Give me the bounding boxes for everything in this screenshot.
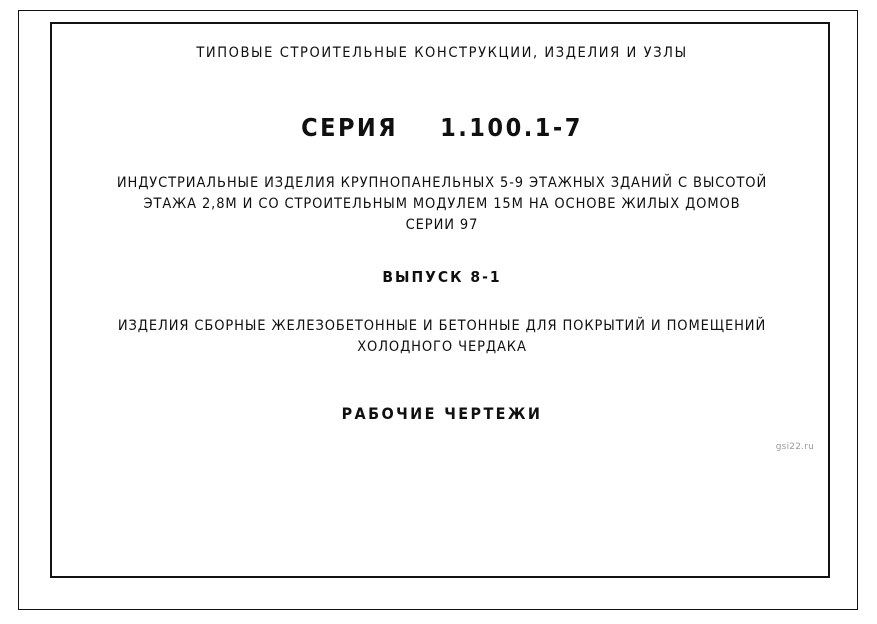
issue-number: ВЫПУСК 8-1	[382, 268, 502, 287]
description-line-3: СЕРИИ 97	[405, 217, 479, 234]
description-line-1: ИНДУСТРИАЛЬНЫЕ ИЗДЕЛИЯ КРУПНОПАНЕЛЬНЫХ 5-9 ЭТАЖНЫХ ЗДАНИЙ С ВЫСОТОЙ	[116, 175, 768, 192]
title-block-border	[50, 22, 830, 578]
subject-line-1: ИЗДЕЛИЯ СБОРНЫЕ ЖЕЛЕЗОБЕТОННЫЕ И БЕТОННЫЕ ДЛЯ ПОКРЫТИЙ И ПОМЕЩЕНИЙ	[117, 317, 767, 334]
description-line-2: ЭТАЖА 2,8М И СО СТРОИТЕЛЬНЫМ МОДУЛЕМ 15М НА ОСНОВЕ ЖИЛЫХ ДОМОВ	[143, 196, 741, 213]
document-description	[74, 173, 810, 236]
series-number: 1.100.1-7	[440, 113, 583, 143]
document-subject	[74, 316, 810, 358]
drawings-label: РАБОЧИЕ ЧЕРТЕЖИ	[341, 403, 543, 423]
title-block-content	[52, 24, 832, 580]
series-label: СЕРИЯ	[301, 113, 399, 143]
watermark: gsi22.ru	[775, 442, 814, 452]
series-heading	[74, 112, 810, 143]
document-header: ТИПОВЫЕ СТРОИТЕЛЬНЫЕ КОНСТРУКЦИИ, ИЗДЕЛИЯ И УЗЛЫ	[196, 45, 688, 61]
subject-line-2: ХОЛОДНОГО ЧЕРДАКА	[357, 338, 527, 355]
